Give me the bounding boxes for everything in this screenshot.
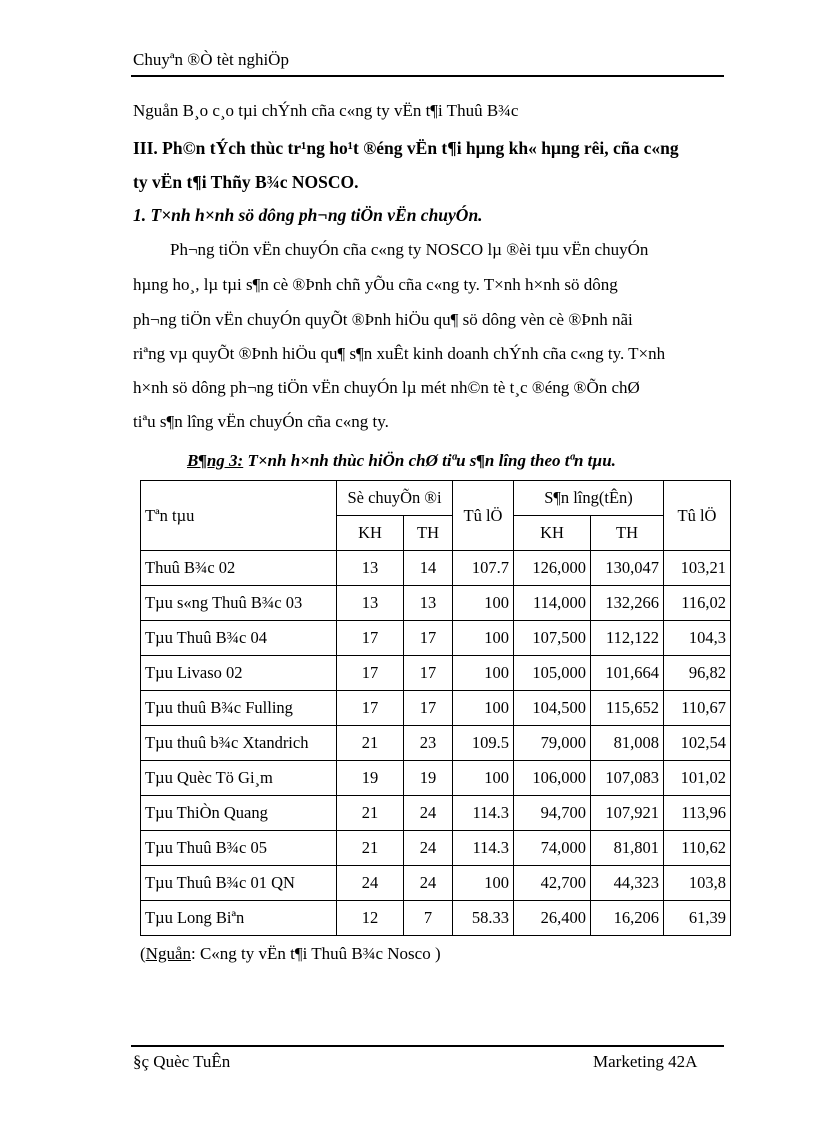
cell-volume-actual: 81,008 [591, 726, 664, 761]
cell-trips-plan: 21 [337, 796, 404, 831]
header-trips-plan: KH [337, 516, 404, 551]
paragraph-line-5: h×nh sö dông ph¬ng tiÖn vËn chuyÓn lµ mét nh©n tè t¸c ®éng ®Õn chØ [133, 378, 640, 397]
cell-volume-ratio: 103,8 [664, 866, 731, 901]
source-line: Nguån B¸o c¸o tµi chÝnh cña c«ng ty vËn t¶i Thuû B¾c [133, 101, 519, 120]
cell-trips-ratio: 100 [453, 586, 514, 621]
cell-trips-ratio: 100 [453, 761, 514, 796]
table-row [141, 726, 731, 761]
cell-volume-ratio: 104,3 [664, 621, 731, 656]
cell-volume-plan: 105,000 [514, 656, 591, 691]
subsection-heading: 1. T×nh h×nh sö dông ph¬ng tiÖn vËn chuyÓn. [133, 205, 483, 225]
table-row [141, 866, 731, 901]
header-trips-group: Sè chuyÕn ®i [337, 481, 453, 516]
cell-volume-plan: 79,000 [514, 726, 591, 761]
cell-trips-plan: 13 [337, 551, 404, 586]
paragraph-line-2: hµng ho¸, lµ tµi s¶n cè ®Þnh chñ yÕu cña c«ng ty. T×nh h×nh sö dông [133, 275, 618, 294]
table-row [141, 621, 731, 656]
header-volume-group: S¶n lîng(tÊn) [514, 481, 664, 516]
cell-volume-actual: 132,266 [591, 586, 664, 621]
cell-trips-ratio: 109.5 [453, 726, 514, 761]
cell-trips-actual: 17 [404, 691, 453, 726]
cell-volume-ratio: 113,96 [664, 796, 731, 831]
cell-volume-actual: 115,652 [591, 691, 664, 726]
cell-ship-name: Thuû B¾c 02 [141, 551, 337, 586]
cell-volume-ratio: 110,67 [664, 691, 731, 726]
table-row [141, 796, 731, 831]
cell-volume-plan: 126,000 [514, 551, 591, 586]
cell-volume-actual: 16,206 [591, 901, 664, 936]
ship-output-table [140, 480, 731, 936]
table-row [141, 551, 731, 586]
cell-trips-plan: 17 [337, 656, 404, 691]
cell-ship-name: Tµu s«ng Thuû B¾c 03 [141, 586, 337, 621]
table-source-note [140, 944, 441, 964]
footer-rule [131, 1045, 724, 1047]
cell-volume-ratio: 110,62 [664, 831, 731, 866]
cell-trips-ratio: 100 [453, 656, 514, 691]
table-row [141, 761, 731, 796]
section-heading-line-2: ty vËn t¶i Thñy B¾c NOSCO. [133, 172, 359, 192]
table-caption [187, 451, 616, 471]
header-volume-ratio: Tû lÖ [664, 481, 731, 551]
cell-trips-actual: 17 [404, 656, 453, 691]
cell-volume-ratio: 101,02 [664, 761, 731, 796]
cell-trips-plan: 12 [337, 901, 404, 936]
cell-ship-name: Tµu Quèc Tö Gi¸m [141, 761, 337, 796]
table-row [141, 691, 731, 726]
cell-trips-actual: 17 [404, 621, 453, 656]
cell-volume-plan: 74,000 [514, 831, 591, 866]
cell-trips-ratio: 100 [453, 621, 514, 656]
cell-trips-ratio: 100 [453, 866, 514, 901]
cell-ship-name: Tµu thuû b¾c Xtandrich [141, 726, 337, 761]
paragraph-line-3: ph¬ng tiÖn vËn chuyÓn quyÕt ®Þnh hiÖu qu¶ sö dông vèn cè ®Þnh nãi [133, 310, 633, 329]
paragraph-line-4: riªng vµ quyÕt ®Þnh hiÖu qu¶ s¶n xuÊt kinh doanh chÝnh cña c«ng ty. T×nh [133, 344, 666, 363]
cell-trips-actual: 23 [404, 726, 453, 761]
footnote-open-paren: ( [140, 944, 146, 963]
cell-trips-ratio: 114.3 [453, 796, 514, 831]
paragraph-line-1: Ph¬ng tiÖn vËn chuyÓn cña c«ng ty NOSCO lµ ®èi tµu vËn chuyÓn [170, 240, 649, 259]
cell-volume-plan: 94,700 [514, 796, 591, 831]
cell-trips-actual: 24 [404, 831, 453, 866]
table-row [141, 901, 731, 936]
header-ship-name: Tªn tµu [141, 481, 337, 551]
cell-volume-ratio: 103,21 [664, 551, 731, 586]
cell-volume-plan: 42,700 [514, 866, 591, 901]
cell-volume-actual: 81,801 [591, 831, 664, 866]
cell-ship-name: Tµu thuû B¾c Fulling [141, 691, 337, 726]
header-trips-actual: TH [404, 516, 453, 551]
cell-trips-actual: 19 [404, 761, 453, 796]
footnote-text: : C«ng ty vËn t¶i Thuû B¾c Nosco ) [191, 944, 441, 963]
cell-volume-ratio: 102,54 [664, 726, 731, 761]
cell-trips-plan: 24 [337, 866, 404, 901]
cell-trips-actual: 24 [404, 796, 453, 831]
cell-volume-actual: 101,664 [591, 656, 664, 691]
section-heading-line-1: III. Ph©n tÝch thùc tr¹ng ho¹t ®éng vËn t¶i hµng kh« hµng rêi, cña c«ng [133, 138, 679, 158]
cell-trips-actual: 13 [404, 586, 453, 621]
running-header-title: Chuyªn ®Ò tèt nghiÖp [133, 50, 289, 69]
cell-trips-plan: 17 [337, 621, 404, 656]
cell-volume-actual: 44,323 [591, 866, 664, 901]
header-trips-ratio: Tû lÖ [453, 481, 514, 551]
cell-ship-name: Tµu Thuû B¾c 05 [141, 831, 337, 866]
table-caption-label: B¶ng 3: [187, 451, 244, 470]
cell-trips-actual: 14 [404, 551, 453, 586]
footer-author: §ç Quèc TuÊn [133, 1052, 231, 1071]
paragraph-line-6: tiªu s¶n lîng vËn chuyÓn cña c«ng ty. [133, 412, 389, 431]
table-caption-text: T×nh h×nh thùc hiÖn chØ tiªu s¶n lîng theo tªn tµu. [243, 451, 616, 470]
cell-trips-plan: 17 [337, 691, 404, 726]
header-volume-actual: TH [591, 516, 664, 551]
cell-volume-plan: 26,400 [514, 901, 591, 936]
table-row [141, 831, 731, 866]
footer-class: Marketing 42A [593, 1052, 698, 1071]
cell-trips-actual: 7 [404, 901, 453, 936]
cell-trips-ratio: 58.33 [453, 901, 514, 936]
cell-trips-ratio: 100 [453, 691, 514, 726]
cell-volume-actual: 107,921 [591, 796, 664, 831]
cell-ship-name: Tµu ThiÒn Quang [141, 796, 337, 831]
cell-ship-name: Tµu Thuû B¾c 01 QN [141, 866, 337, 901]
cell-volume-actual: 112,122 [591, 621, 664, 656]
cell-volume-ratio: 116,02 [664, 586, 731, 621]
cell-ship-name: Tµu Livaso 02 [141, 656, 337, 691]
table-row [141, 586, 731, 621]
cell-volume-plan: 106,000 [514, 761, 591, 796]
cell-trips-plan: 19 [337, 761, 404, 796]
cell-trips-ratio: 107.7 [453, 551, 514, 586]
cell-ship-name: Tµu Long Biªn [141, 901, 337, 936]
table-row [141, 656, 731, 691]
cell-trips-plan: 21 [337, 831, 404, 866]
footnote-label: Nguån [145, 944, 191, 963]
cell-volume-actual: 130,047 [591, 551, 664, 586]
cell-ship-name: Tµu Thuû B¾c 04 [141, 621, 337, 656]
cell-trips-plan: 13 [337, 586, 404, 621]
header-volume-plan: KH [514, 516, 591, 551]
cell-volume-plan: 107,500 [514, 621, 591, 656]
cell-trips-actual: 24 [404, 866, 453, 901]
cell-volume-ratio: 96,82 [664, 656, 731, 691]
cell-volume-plan: 104,500 [514, 691, 591, 726]
cell-volume-ratio: 61,39 [664, 901, 731, 936]
cell-trips-ratio: 114.3 [453, 831, 514, 866]
cell-volume-actual: 107,083 [591, 761, 664, 796]
header-rule [131, 75, 724, 77]
cell-volume-plan: 114,000 [514, 586, 591, 621]
cell-trips-plan: 21 [337, 726, 404, 761]
